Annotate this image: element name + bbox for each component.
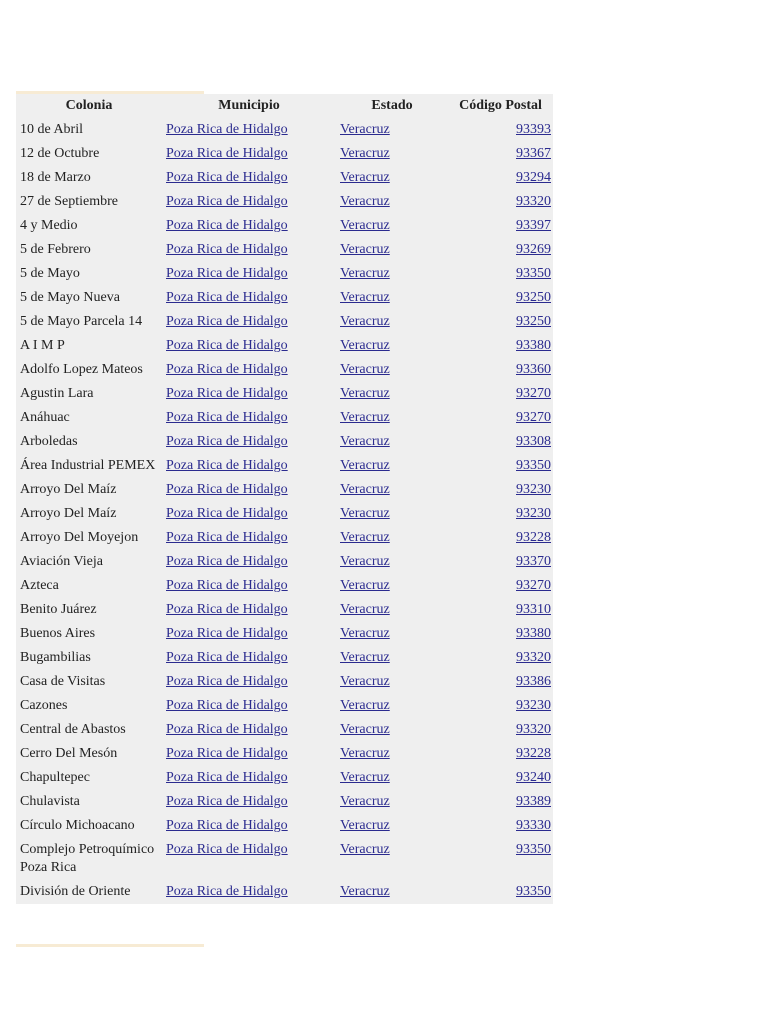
codigo-postal-link[interactable]: 93380 (516, 626, 551, 641)
estado-cell (336, 238, 448, 262)
estado-link[interactable]: Veracruz (340, 626, 390, 641)
estado-cell (336, 880, 448, 904)
estado-link[interactable]: Veracruz (340, 386, 390, 401)
colonia-cell: 5 de Mayo Nueva (20, 290, 120, 305)
estado-link[interactable]: Veracruz (340, 146, 390, 161)
codigo-postal-cell (448, 430, 553, 454)
codigo-postal-cell (448, 454, 553, 478)
estado-cell (336, 430, 448, 454)
municipio-link[interactable]: Poza Rica de Hidalgo (166, 434, 288, 449)
codigo-postal-cell (448, 646, 553, 670)
municipio-link[interactable]: Poza Rica de Hidalgo (166, 554, 288, 569)
codigo-postal-cell (448, 166, 553, 190)
estado-link[interactable]: Veracruz (340, 482, 390, 497)
table-row (16, 742, 553, 766)
municipio-link[interactable]: Poza Rica de Hidalgo (166, 842, 288, 857)
estado-cell (336, 478, 448, 502)
table-row (16, 622, 553, 646)
estado-cell (336, 262, 448, 286)
municipio-link[interactable]: Poza Rica de Hidalgo (166, 506, 288, 521)
municipio-link[interactable]: Poza Rica de Hidalgo (166, 746, 288, 761)
codigo-postal-link[interactable]: 93397 (516, 218, 551, 233)
table-row (16, 574, 553, 598)
municipio-cell (162, 790, 336, 814)
estado-cell (336, 814, 448, 838)
header-estado: Estado (371, 98, 413, 113)
codigo-postal-link[interactable]: 93386 (516, 674, 551, 689)
municipio-link[interactable]: Poza Rica de Hidalgo (166, 290, 288, 305)
table-row (16, 646, 553, 670)
table-row (16, 694, 553, 718)
colonia-cell: 4 y Medio (20, 218, 78, 233)
codigo-postal-cell (448, 880, 553, 904)
header-colonia: Colonia (65, 98, 113, 113)
codigo-postal-link[interactable]: 93230 (516, 506, 551, 521)
municipio-link[interactable]: Poza Rica de Hidalgo (166, 650, 288, 665)
table-row (16, 718, 553, 742)
municipio-link[interactable]: Poza Rica de Hidalgo (166, 698, 288, 713)
estado-link[interactable]: Veracruz (340, 338, 390, 353)
municipio-cell (162, 334, 336, 358)
municipio-link[interactable]: Poza Rica de Hidalgo (166, 122, 288, 137)
estado-link[interactable]: Veracruz (340, 458, 390, 473)
colonia-cell: 12 de Octubre (20, 146, 100, 161)
colonia-cell: Chapultepec (20, 770, 90, 785)
estado-link[interactable]: Veracruz (340, 554, 390, 569)
codigo-postal-cell (448, 142, 553, 166)
codigo-postal-cell (448, 478, 553, 502)
colonia-cell: Chulavista (20, 794, 80, 809)
codigo-postal-link[interactable]: 93308 (516, 434, 551, 449)
colonia-cell: Complejo Petroquímico Poza Rica (20, 842, 155, 875)
estado-cell (336, 334, 448, 358)
municipio-cell (162, 574, 336, 598)
municipio-link[interactable]: Poza Rica de Hidalgo (166, 218, 288, 233)
estado-cell (336, 358, 448, 382)
municipio-link[interactable]: Poza Rica de Hidalgo (166, 818, 288, 833)
municipio-cell (162, 382, 336, 406)
codigo-postal-cell (448, 742, 553, 766)
codigo-postal-link[interactable]: 93350 (516, 884, 551, 899)
municipio-cell (162, 598, 336, 622)
colonia-cell: Cazones (20, 698, 68, 713)
estado-link[interactable]: Veracruz (340, 242, 390, 257)
municipio-link[interactable]: Poza Rica de Hidalgo (166, 626, 288, 641)
codigo-postal-link[interactable]: 93270 (516, 386, 551, 401)
municipio-cell (162, 310, 336, 334)
estado-cell (336, 190, 448, 214)
municipio-cell (162, 742, 336, 766)
estado-link[interactable]: Veracruz (340, 602, 390, 617)
municipio-link[interactable]: Poza Rica de Hidalgo (166, 578, 288, 593)
municipio-link[interactable]: Poza Rica de Hidalgo (166, 338, 288, 353)
codigo-postal-link[interactable]: 93380 (516, 338, 551, 353)
municipio-link[interactable]: Poza Rica de Hidalgo (166, 458, 288, 473)
colonia-cell: 10 de Abril (20, 122, 83, 137)
municipio-link[interactable]: Poza Rica de Hidalgo (166, 386, 288, 401)
codigo-postal-cell (448, 238, 553, 262)
codigo-postal-cell (448, 214, 553, 238)
municipio-cell (162, 358, 336, 382)
municipio-link[interactable]: Poza Rica de Hidalgo (166, 482, 288, 497)
codigo-postal-link[interactable]: 93370 (516, 554, 551, 569)
municipio-cell (162, 406, 336, 430)
table-row (16, 550, 553, 574)
codigo-postal-link[interactable]: 93228 (516, 746, 551, 761)
municipio-cell (162, 880, 336, 904)
estado-link[interactable]: Veracruz (340, 746, 390, 761)
codigo-postal-cell (448, 526, 553, 550)
codigo-postal-cell (448, 406, 553, 430)
estado-cell (336, 790, 448, 814)
estado-cell (336, 694, 448, 718)
codigo-postal-link[interactable]: 93230 (516, 698, 551, 713)
codigo-postal-link[interactable]: 93250 (516, 290, 551, 305)
codigo-postal-link[interactable]: 93350 (516, 458, 551, 473)
municipio-cell (162, 214, 336, 238)
municipio-link[interactable]: Poza Rica de Hidalgo (166, 266, 288, 281)
table-row (16, 838, 553, 880)
estado-cell (336, 550, 448, 574)
table-row (16, 214, 553, 238)
estado-link[interactable]: Veracruz (340, 218, 390, 233)
municipio-cell (162, 142, 336, 166)
estado-cell (336, 286, 448, 310)
estado-cell (336, 214, 448, 238)
colonia-cell: 5 de Mayo Parcela 14 (20, 314, 143, 329)
table-row (16, 166, 553, 190)
estado-cell (336, 742, 448, 766)
municipio-cell (162, 190, 336, 214)
codigo-postal-link[interactable]: 93230 (516, 482, 551, 497)
municipio-link[interactable]: Poza Rica de Hidalgo (166, 884, 288, 899)
municipio-cell (162, 502, 336, 526)
estado-link[interactable]: Veracruz (340, 722, 390, 737)
table-row (16, 238, 553, 262)
colonia-cell: Casa de Visitas (20, 674, 106, 689)
estado-cell (336, 526, 448, 550)
municipio-link[interactable]: Poza Rica de Hidalgo (166, 602, 288, 617)
codigo-postal-cell (448, 622, 553, 646)
estado-link[interactable]: Veracruz (340, 314, 390, 329)
codigo-postal-cell (448, 574, 553, 598)
colonia-cell: Arroyo Del Moyejon (20, 530, 139, 545)
municipio-cell (162, 478, 336, 502)
estado-cell (336, 382, 448, 406)
colonia-cell: Azteca (20, 578, 59, 593)
table-row (16, 766, 553, 790)
codigo-postal-cell (448, 670, 553, 694)
municipio-link[interactable]: Poza Rica de Hidalgo (166, 410, 288, 425)
municipio-link[interactable]: Poza Rica de Hidalgo (166, 794, 288, 809)
postal-code-table (16, 94, 553, 904)
codigo-postal-link[interactable]: 93269 (516, 242, 551, 257)
municipio-cell (162, 718, 336, 742)
table-row (16, 478, 553, 502)
codigo-postal-cell (448, 382, 553, 406)
municipio-cell (162, 526, 336, 550)
codigo-postal-link[interactable]: 93294 (516, 170, 551, 185)
codigo-postal-link[interactable]: 93389 (516, 794, 551, 809)
codigo-postal-cell (448, 190, 553, 214)
table-row (16, 880, 553, 904)
codigo-postal-cell (448, 814, 553, 838)
codigo-postal-link[interactable]: 93393 (516, 122, 551, 137)
municipio-link[interactable]: Poza Rica de Hidalgo (166, 146, 288, 161)
estado-link[interactable]: Veracruz (340, 650, 390, 665)
codigo-postal-link[interactable]: 93360 (516, 362, 551, 377)
codigo-postal-link[interactable]: 93367 (516, 146, 551, 161)
estado-link[interactable]: Veracruz (340, 530, 390, 545)
colonia-cell: Área Industrial PEMEX (20, 458, 156, 473)
colonia-cell: Benito Juárez (20, 602, 97, 617)
municipio-cell (162, 238, 336, 262)
municipio-cell (162, 622, 336, 646)
codigo-postal-link[interactable]: 93270 (516, 410, 551, 425)
estado-cell (336, 502, 448, 526)
table-row (16, 358, 553, 382)
estado-cell (336, 166, 448, 190)
colonia-cell: A I M P (20, 338, 65, 353)
estado-cell (336, 406, 448, 430)
municipio-cell (162, 670, 336, 694)
estado-link[interactable]: Veracruz (340, 170, 390, 185)
colonia-cell: Cerro Del Mesón (20, 746, 118, 761)
municipio-cell (162, 694, 336, 718)
codigo-postal-link[interactable]: 93320 (516, 722, 551, 737)
municipio-link[interactable]: Poza Rica de Hidalgo (166, 194, 288, 209)
table-row (16, 142, 553, 166)
table-row (16, 262, 553, 286)
colonia-cell: Buenos Aires (20, 626, 96, 641)
estado-cell (336, 646, 448, 670)
estado-link[interactable]: Veracruz (340, 362, 390, 377)
table-row (16, 502, 553, 526)
colonia-cell: Arboledas (20, 434, 78, 449)
codigo-postal-cell (448, 334, 553, 358)
municipio-link[interactable]: Poza Rica de Hidalgo (166, 242, 288, 257)
colonia-cell: 5 de Mayo (20, 266, 80, 281)
codigo-postal-cell (448, 502, 553, 526)
table-row (16, 814, 553, 838)
table-header (16, 94, 553, 118)
colonia-cell: Arroyo Del Maíz (20, 506, 117, 521)
municipio-cell (162, 646, 336, 670)
table-row (16, 670, 553, 694)
colonia-cell: 5 de Febrero (20, 242, 91, 257)
table-body (16, 118, 553, 904)
table-row (16, 430, 553, 454)
estado-cell (336, 142, 448, 166)
municipio-link[interactable]: Poza Rica de Hidalgo (166, 170, 288, 185)
estado-link[interactable]: Veracruz (340, 434, 390, 449)
estado-link[interactable]: Veracruz (340, 884, 390, 899)
municipio-link[interactable]: Poza Rica de Hidalgo (166, 530, 288, 545)
estado-cell (336, 454, 448, 478)
codigo-postal-cell (448, 262, 553, 286)
municipio-cell (162, 814, 336, 838)
table-row (16, 454, 553, 478)
municipio-cell (162, 262, 336, 286)
header-codigo-postal: Código Postal (459, 98, 542, 113)
codigo-postal-link[interactable]: 93330 (516, 818, 551, 833)
municipio-link[interactable]: Poza Rica de Hidalgo (166, 722, 288, 737)
codigo-postal-cell (448, 286, 553, 310)
header-row (16, 94, 553, 118)
codigo-postal-cell (448, 598, 553, 622)
table-row (16, 286, 553, 310)
table-row (16, 310, 553, 334)
municipio-cell (162, 166, 336, 190)
colonia-cell: 18 de Marzo (20, 170, 91, 185)
codigo-postal-link[interactable]: 93320 (516, 650, 551, 665)
estado-cell (336, 718, 448, 742)
codigo-postal-link[interactable]: 93320 (516, 194, 551, 209)
colonia-cell: Arroyo Del Maíz (20, 482, 117, 497)
codigo-postal-cell (448, 550, 553, 574)
municipio-cell (162, 286, 336, 310)
colonia-cell: Agustin Lara (20, 386, 94, 401)
colonia-cell: Central de Abastos (20, 722, 126, 737)
municipio-cell (162, 118, 336, 142)
estado-cell (336, 838, 448, 880)
colonia-cell: Aviación Vieja (20, 554, 104, 569)
codigo-postal-link[interactable]: 93228 (516, 530, 551, 545)
codigo-postal-link[interactable]: 93240 (516, 770, 551, 785)
codigo-postal-cell (448, 790, 553, 814)
estado-link[interactable]: Veracruz (340, 770, 390, 785)
estado-link[interactable]: Veracruz (340, 122, 390, 137)
table-row (16, 118, 553, 142)
codigo-postal-cell (448, 118, 553, 142)
estado-link[interactable]: Veracruz (340, 194, 390, 209)
bottom-divider (16, 944, 204, 947)
header-municipio: Municipio (218, 98, 280, 113)
municipio-cell (162, 454, 336, 478)
codigo-postal-cell (448, 838, 553, 880)
table-row (16, 406, 553, 430)
estado-cell (336, 622, 448, 646)
municipio-link[interactable]: Poza Rica de Hidalgo (166, 314, 288, 329)
municipio-cell (162, 838, 336, 880)
municipio-cell (162, 766, 336, 790)
codigo-postal-link[interactable]: 93250 (516, 314, 551, 329)
estado-link[interactable]: Veracruz (340, 842, 390, 857)
estado-cell (336, 598, 448, 622)
estado-link[interactable]: Veracruz (340, 266, 390, 281)
table-row (16, 526, 553, 550)
table-row (16, 382, 553, 406)
municipio-link[interactable]: Poza Rica de Hidalgo (166, 362, 288, 377)
estado-cell (336, 670, 448, 694)
estado-link[interactable]: Veracruz (340, 578, 390, 593)
codigo-postal-cell (448, 310, 553, 334)
table-row (16, 790, 553, 814)
codigo-postal-link[interactable]: 93270 (516, 578, 551, 593)
estado-link[interactable]: Veracruz (340, 698, 390, 713)
codigo-postal-cell (448, 358, 553, 382)
estado-cell (336, 766, 448, 790)
estado-link[interactable]: Veracruz (340, 506, 390, 521)
estado-cell (336, 574, 448, 598)
estado-link[interactable]: Veracruz (340, 674, 390, 689)
colonia-cell: Anáhuac (20, 410, 70, 425)
colonia-cell: Círculo Michoacano (20, 818, 135, 833)
estado-link[interactable]: Veracruz (340, 410, 390, 425)
table-row (16, 598, 553, 622)
colonia-cell: División de Oriente (20, 884, 131, 899)
municipio-cell (162, 430, 336, 454)
municipio-link[interactable]: Poza Rica de Hidalgo (166, 770, 288, 785)
codigo-postal-cell (448, 694, 553, 718)
codigo-postal-link[interactable]: 93350 (516, 842, 551, 857)
codigo-postal-cell (448, 718, 553, 742)
colonia-cell: Bugambilias (20, 650, 91, 665)
estado-link[interactable]: Veracruz (340, 818, 390, 833)
colonia-cell: 27 de Septiembre (20, 194, 118, 209)
estado-link[interactable]: Veracruz (340, 794, 390, 809)
table-row (16, 190, 553, 214)
municipio-cell (162, 550, 336, 574)
codigo-postal-cell (448, 766, 553, 790)
table-row (16, 334, 553, 358)
municipio-link[interactable]: Poza Rica de Hidalgo (166, 674, 288, 689)
estado-link[interactable]: Veracruz (340, 290, 390, 305)
estado-cell (336, 310, 448, 334)
codigo-postal-link[interactable]: 93310 (516, 602, 551, 617)
codigo-postal-link[interactable]: 93350 (516, 266, 551, 281)
estado-cell (336, 118, 448, 142)
colonia-cell: Adolfo Lopez Mateos (20, 362, 143, 377)
